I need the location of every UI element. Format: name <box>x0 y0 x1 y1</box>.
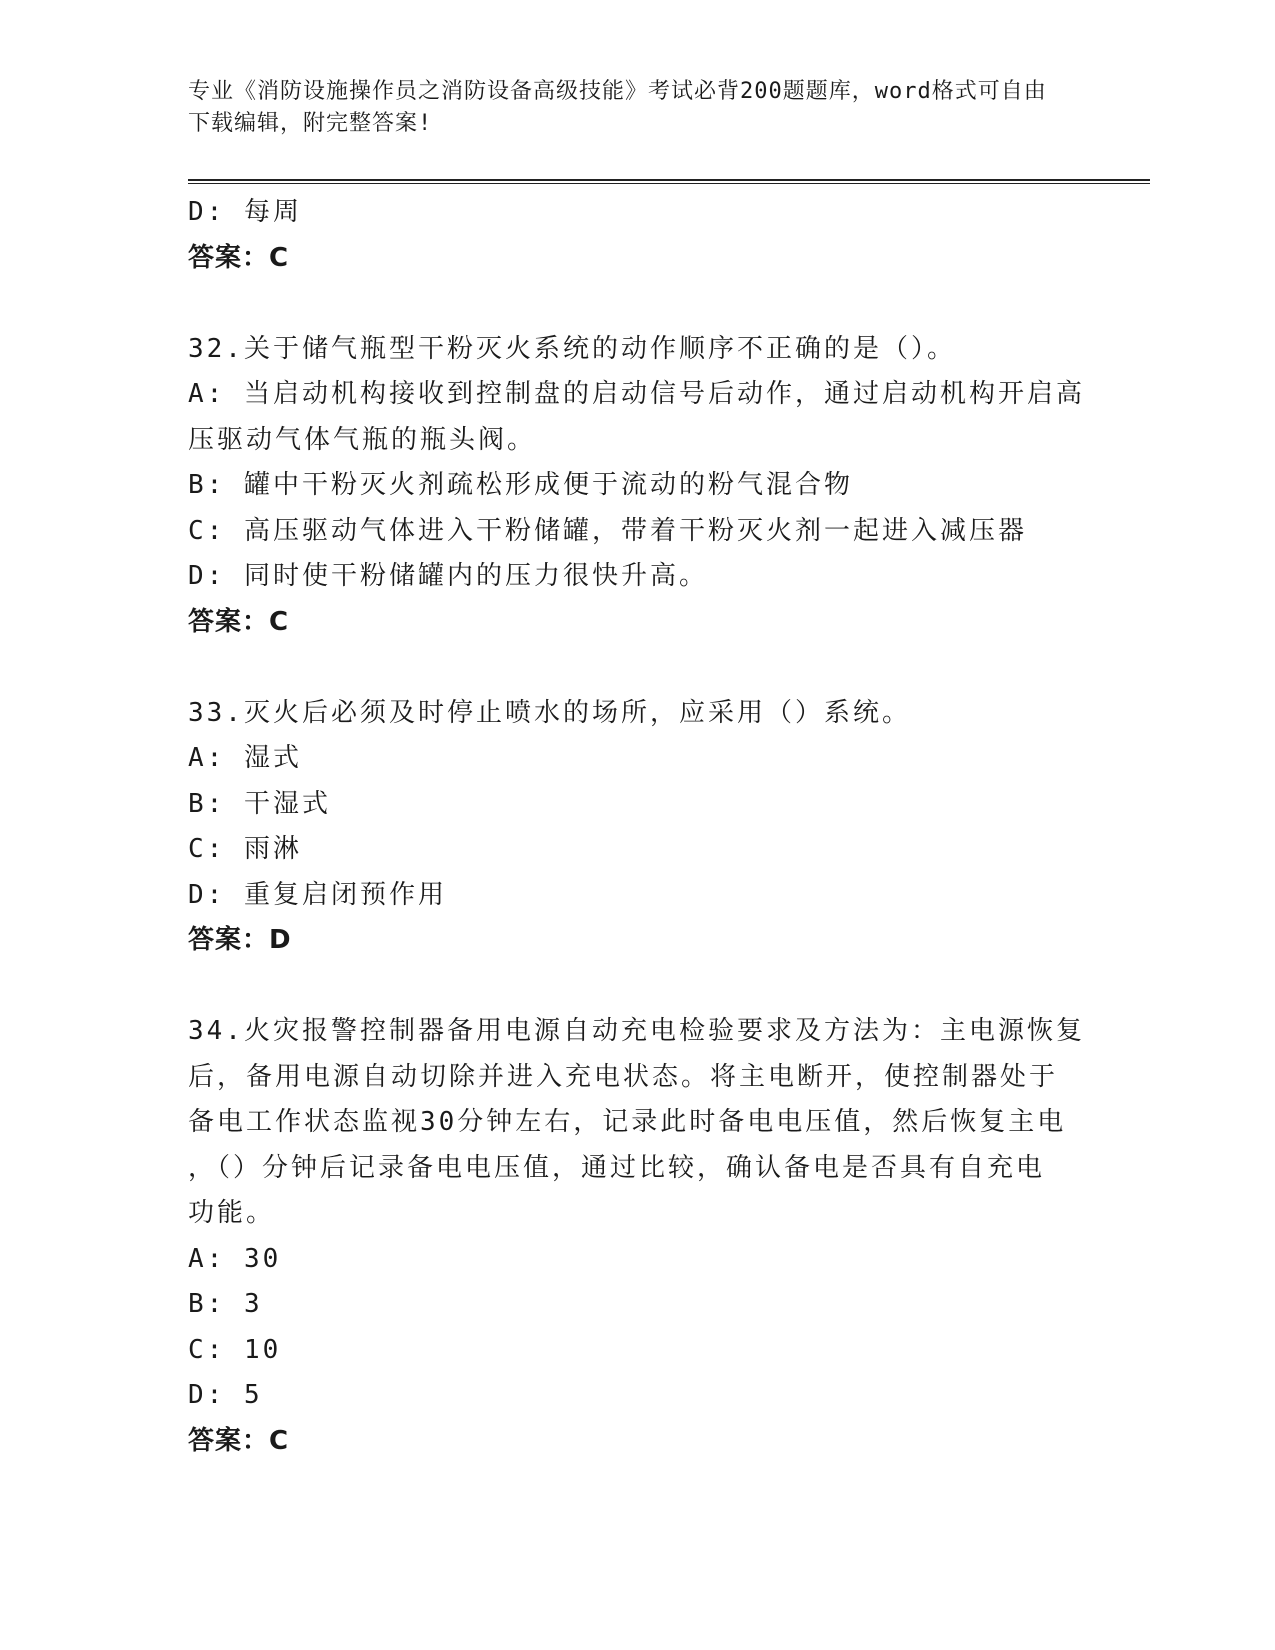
option-a-continued: 压驱动气体气瓶的瓶头阀。 <box>188 424 537 455</box>
header-text: 专业《消防设施操作员之消防设备高级技能》考试必背200题题库，word格式可自由下载编辑，附完整答案! <box>188 79 1047 136</box>
question-stem: 32.关于储气瓶型干粉灭火系统的动作顺序不正确的是（）。 <box>188 333 956 364</box>
question-block-32 <box>188 327 1088 646</box>
question-stem-line: 后，备用电源自动切除并进入充电状态。将主电断开，使控制器处于 <box>188 1061 1059 1092</box>
question-block-34 <box>188 1009 1088 1464</box>
option-a: A: 湿式 <box>188 743 302 773</box>
spacer <box>188 964 1088 1010</box>
answer-line: 答案：C <box>188 242 290 273</box>
page-header <box>188 76 1068 140</box>
header-rule-thin <box>188 183 1150 184</box>
question-stem-line: ，（）分钟后记录备电电压值，通过比较，确认备电是否具有自充电 <box>188 1152 1046 1183</box>
answer-line: 答案：D <box>188 925 292 955</box>
question-block-33 <box>188 691 1088 964</box>
option-c: C: 雨淋 <box>188 834 302 864</box>
answer-line: 答案：C <box>188 1425 290 1456</box>
question-content <box>188 190 1088 1464</box>
option-d: D: 重复启闭预作用 <box>188 879 447 910</box>
option-b: B: 罐中干粉灭火剂疏松形成便于流动的粉气混合物 <box>188 470 853 500</box>
option-b: B: 3 <box>188 1289 263 1319</box>
option-d: D: 5 <box>188 1380 263 1410</box>
question-stem: 33.灭火后必须及时停止喷水的场所，应采用（）系统。 <box>188 697 911 728</box>
answer-line: 答案：C <box>188 606 290 637</box>
spacer <box>188 645 1088 691</box>
question-stem-line: 34.火灾报警控制器备用电源自动充电检验要求及方法为：主电源恢复 <box>188 1016 1085 1046</box>
option-d: D: 每周 <box>188 197 302 227</box>
option-c: C: 高压驱动气体进入干粉储罐，带着干粉灭火剂一起进入减压器 <box>188 515 1027 546</box>
question-stem-line: 功能。 <box>188 1198 276 1228</box>
option-a: A: 30 <box>188 1243 282 1274</box>
option-c: C: 10 <box>188 1334 282 1365</box>
question-stem-line: 备电工作状态监视30分钟左右，记录此时备电电压值，然后恢复主电 <box>188 1107 1067 1137</box>
option-b: B: 干湿式 <box>188 788 331 819</box>
spacer <box>188 281 1088 327</box>
header-rule-thick <box>188 179 1150 181</box>
option-d: D: 同时使干粉储罐内的压力很快升高。 <box>188 561 708 591</box>
option-a: A: 当启动机构接收到控制盘的启动信号后动作，通过启动机构开启高 <box>188 379 1085 409</box>
